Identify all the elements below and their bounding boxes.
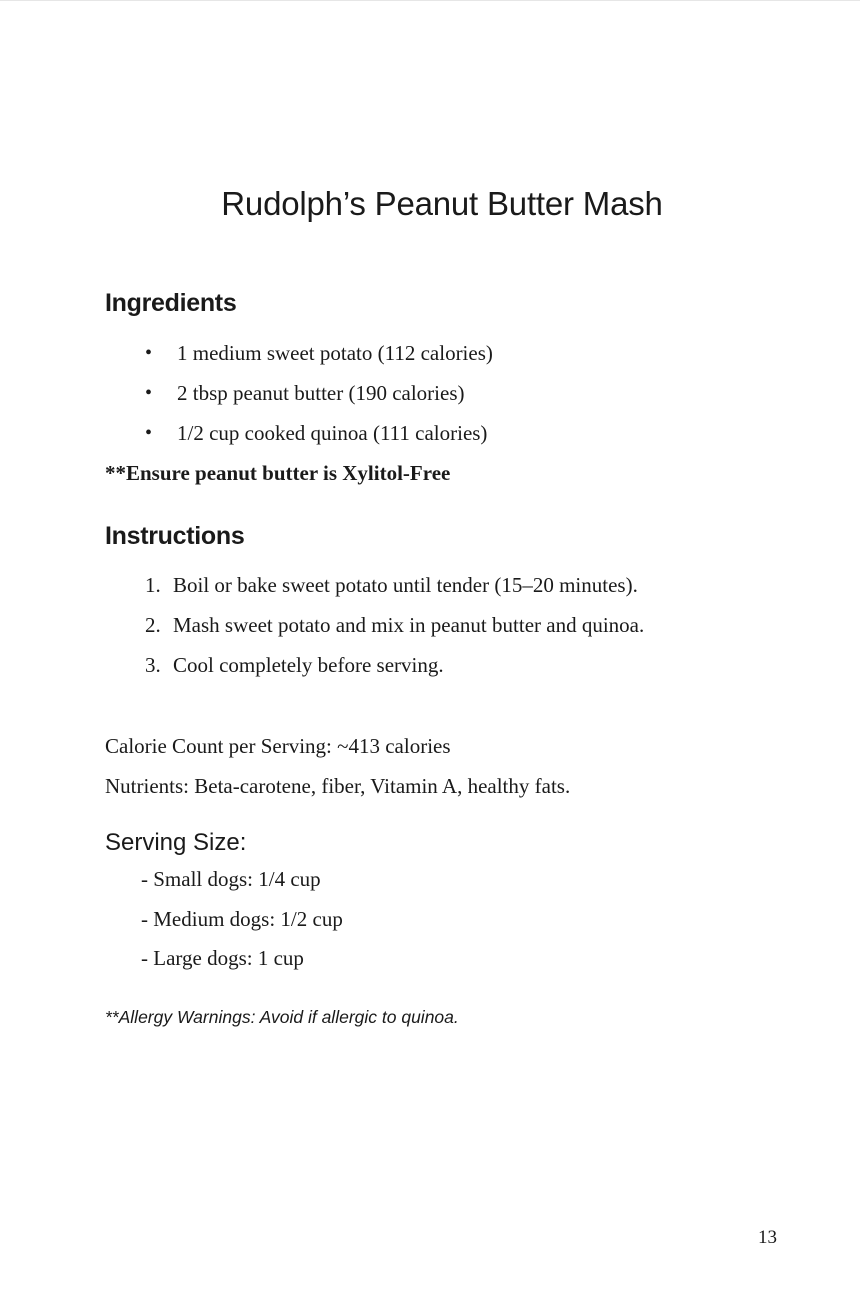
list-item — [105, 337, 493, 377]
list-item: - Large dogs: 1 cup — [141, 946, 304, 970]
step-number: 2. — [145, 613, 161, 637]
step-text: Mash sweet potato and mix in peanut butter and quinoa. — [173, 613, 645, 637]
ingredient-text: 2 tbsp peanut butter (190 calories) — [177, 381, 465, 405]
bullet-icon: • — [145, 382, 153, 404]
list-item — [105, 417, 493, 457]
instructions-heading: Instructions — [105, 522, 245, 550]
list-item: - Medium dogs: 1/2 cup — [141, 906, 343, 931]
list-item — [105, 377, 493, 417]
xylitol-note: **Ensure peanut butter is Xylitol-Free — [105, 461, 451, 485]
step-text: Cool completely before serving. — [173, 653, 444, 677]
ingredients-heading: Ingredients — [105, 289, 237, 317]
step-text: Boil or bake sweet potato until tender (15–20 minutes). — [173, 573, 638, 597]
bullet-icon: • — [145, 422, 153, 444]
serving-size-list — [141, 863, 343, 982]
step-number: 1. — [145, 573, 161, 597]
instructions-list — [105, 569, 644, 689]
step-number: 3. — [145, 653, 161, 677]
ingredients-list — [105, 337, 493, 457]
serving-size-label: Serving Size: — [105, 829, 247, 856]
calorie-count: Calorie Count per Serving: ~413 calories — [105, 734, 451, 758]
page-number: 13 — [758, 1227, 777, 1248]
recipe-title: Rudolph’s Peanut Butter Mash — [221, 185, 663, 222]
nutrients: Nutrients: Beta-carotene, fiber, Vitamin A, healthy fats. — [105, 774, 571, 798]
bullet-icon: • — [145, 342, 153, 364]
allergy-warning: **Allergy Warnings: Avoid if allergic to quinoa. — [105, 1007, 459, 1027]
list-item — [105, 569, 644, 609]
ingredient-text: 1/2 cup cooked quinoa (111 calories) — [177, 421, 488, 445]
list-item — [105, 649, 644, 689]
list-item: - Small dogs: 1/4 cup — [141, 867, 321, 891]
ingredient-text: 1 medium sweet potato (112 calories) — [177, 341, 493, 365]
list-item — [105, 609, 644, 649]
